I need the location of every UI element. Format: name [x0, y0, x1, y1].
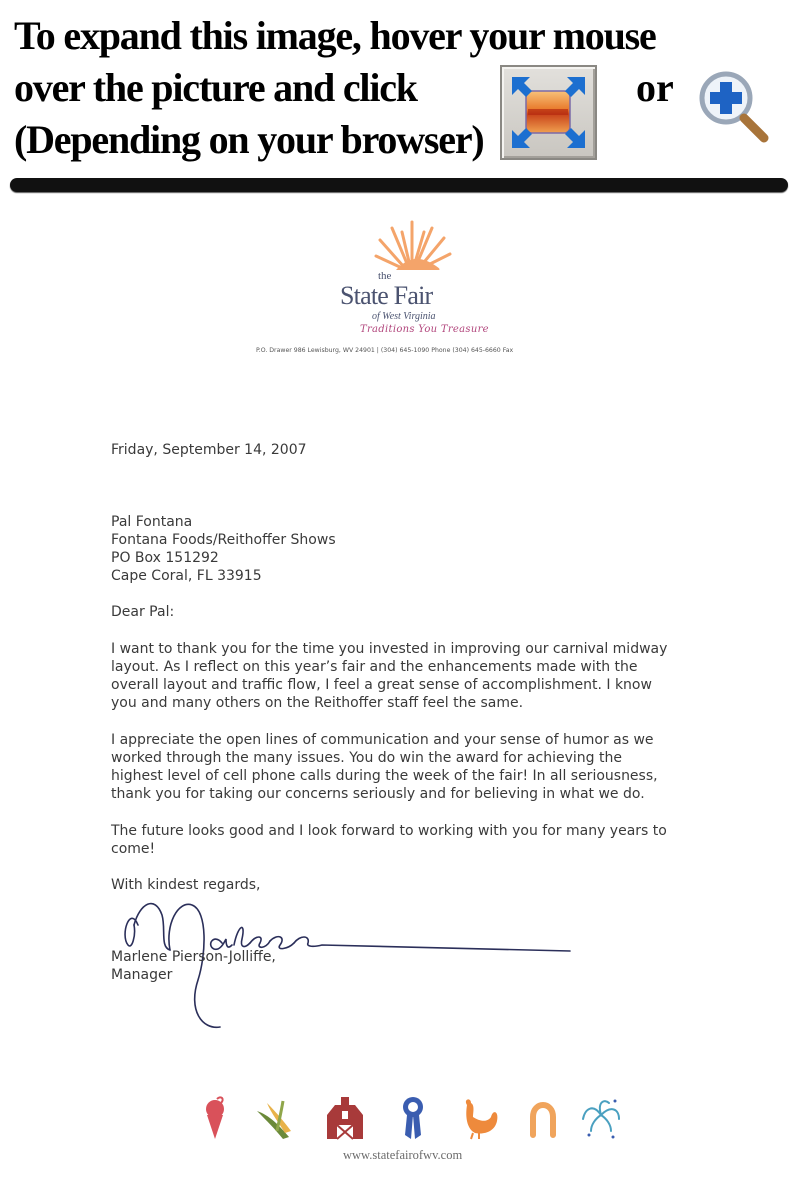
paragraph-2 [111, 731, 711, 803]
instruction-line-2: over the picture and click [14, 65, 417, 110]
recipient-name: Pal Fontana [111, 514, 193, 530]
corn-icon [253, 1095, 297, 1141]
signer-title: Manager [111, 967, 173, 983]
paragraph-line: you and many others on the Reithoffer staff feel the same. [111, 695, 524, 711]
footer-website-url: www.statefairofwv.com [343, 1148, 463, 1162]
paragraph-1 [111, 640, 711, 712]
sun-crown-icon [332, 220, 482, 270]
logo-name-text: State Fair [340, 281, 433, 310]
letter-date: Friday, September 14, 2007 [111, 442, 307, 458]
fireworks-icon [579, 1095, 623, 1141]
logo-tagline: Traditions You Treasure [360, 324, 489, 335]
expand-image-button[interactable] [500, 65, 597, 160]
closing: With kindest regards, [111, 877, 261, 893]
recipient-city: Cape Coral, FL 33915 [111, 568, 262, 584]
magnifier-plus-icon [694, 66, 774, 146]
paragraph-line: layout. As I reflect on this year’s fair and the enhancements made with the [111, 659, 638, 675]
paragraph-line: I appreciate the open lines of communication and your sense of humor as we [111, 732, 654, 748]
logo-subtitle-text: of West Virginia [372, 311, 436, 322]
state-fair-logo [332, 220, 489, 342]
expand-image-icon [502, 67, 595, 158]
paragraph-3 [111, 822, 711, 858]
logo-the-text: the [378, 270, 392, 282]
magnifier-button[interactable] [694, 66, 774, 146]
instruction-line-1: To expand this image, hover your mouse [14, 13, 656, 58]
paragraph-line: highest level of cell phone calls during the week of the fair! In all seriousness, [111, 768, 658, 784]
rooster-icon [457, 1095, 501, 1141]
paragraph-line: worked through the many issues. You do win the award for achieving the [111, 750, 622, 766]
ice-cream-cone-icon [195, 1095, 239, 1141]
recipient-po-box: PO Box 151292 [111, 550, 219, 566]
instruction-or: or [636, 65, 674, 110]
horseshoe-icon [521, 1095, 565, 1141]
recipient-company: Fontana Foods/Reithoffer Shows [111, 532, 336, 548]
paragraph-line: The future looks good and I look forward to working with you for many years to [111, 823, 667, 839]
instruction-line-3: (Depending on your browser) [14, 117, 484, 162]
letter-page [0, 200, 800, 1195]
paragraph-line: I want to thank you for the time you invested in improving our carnival midway [111, 641, 668, 657]
barn-icon [323, 1095, 367, 1141]
paragraph-line: come! [111, 841, 156, 857]
paragraph-line: thank you for taking our concerns seriously and for believing in what we do. [111, 786, 645, 802]
letterhead-contact: P.O. Drawer 986 Lewisburg, WV 24901 | (304) 645-1090 Phone (304) 645-6660 Fax [256, 347, 514, 354]
paragraph-line: overall layout and traffic flow, I feel a great sense of accomplishment. I know [111, 677, 652, 693]
signer-name: Marlene Pierson-Jolliffe, [111, 949, 276, 965]
salutation: Dear Pal: [111, 604, 175, 620]
recipient-address [111, 513, 336, 585]
divider-bar [10, 178, 788, 192]
ribbon-award-icon [391, 1095, 435, 1141]
footer-icon-row [195, 1095, 625, 1145]
expand-instructions [14, 14, 794, 164]
